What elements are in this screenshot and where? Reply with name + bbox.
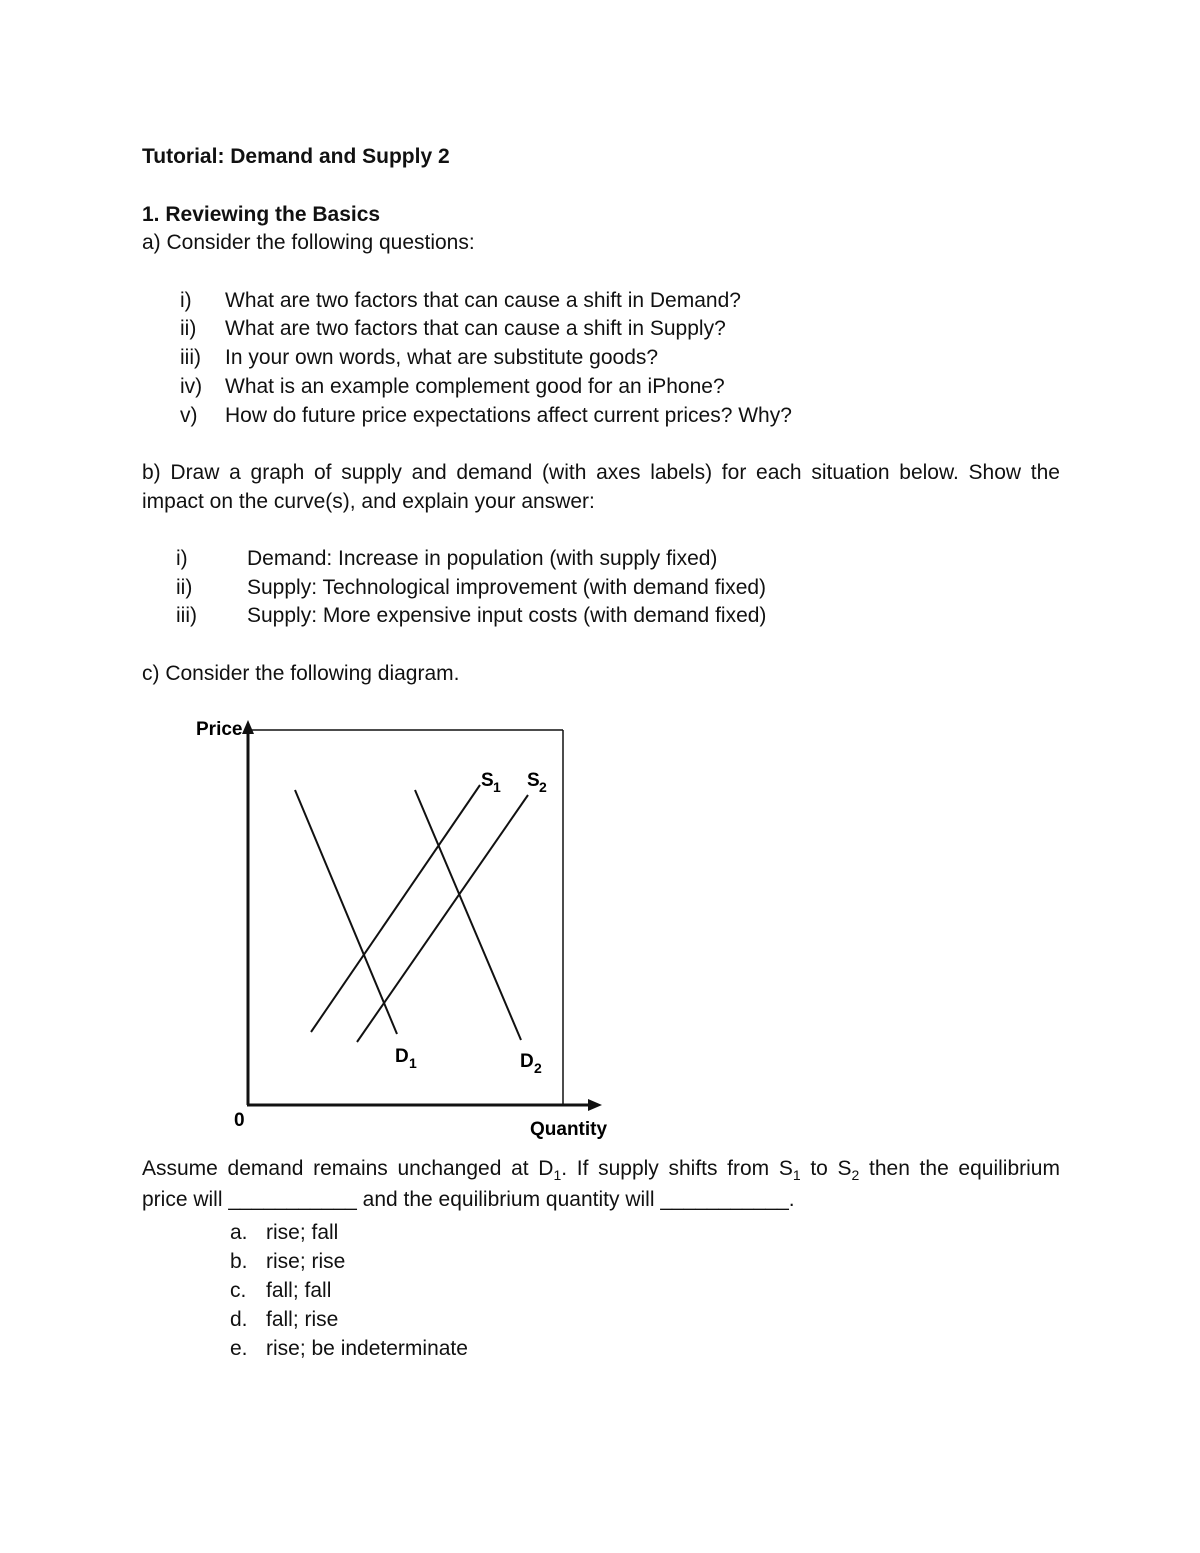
option-text: rise; be indeterminate bbox=[266, 1337, 468, 1360]
option-letter: c. bbox=[230, 1279, 247, 1302]
question-text: . If supply shifts from S bbox=[561, 1157, 793, 1180]
option-text: rise; fall bbox=[266, 1221, 339, 1244]
option-text: fall; rise bbox=[266, 1308, 339, 1331]
option-letter: e. bbox=[230, 1337, 248, 1360]
item-number: i) bbox=[176, 547, 188, 570]
section-heading: 1. Reviewing the Basics bbox=[142, 203, 381, 226]
item-number: iii) bbox=[180, 346, 201, 369]
supply-demand-diagram bbox=[190, 710, 620, 1150]
question-text: then the equilibrium bbox=[859, 1157, 1060, 1180]
subscript: 1 bbox=[553, 1167, 562, 1184]
part-c-intro: c) Consider the following diagram. bbox=[142, 662, 460, 685]
subscript: 2 bbox=[851, 1167, 860, 1184]
s2-letter: S bbox=[527, 770, 540, 791]
d1-label bbox=[395, 1046, 417, 1071]
item-text: In your own words, what are substitute goods? bbox=[225, 346, 659, 369]
item-text: How do future price expectations affect current prices? Why? bbox=[225, 404, 792, 427]
item-number: iii) bbox=[176, 604, 197, 627]
part-b-intro-line2: impact on the curve(s), and explain your answer: bbox=[142, 490, 595, 513]
option-letter: a. bbox=[230, 1221, 248, 1244]
item-number: ii) bbox=[180, 317, 197, 340]
y-axis-arrow bbox=[242, 720, 254, 734]
question-line2: price will ___________ and the equilibrium quantity will ___________. bbox=[142, 1188, 795, 1211]
d2-label bbox=[520, 1051, 542, 1076]
s2-curve bbox=[357, 795, 528, 1042]
option-letter: d. bbox=[230, 1308, 248, 1331]
question-line1 bbox=[142, 1157, 1060, 1187]
d1-letter: D bbox=[395, 1046, 409, 1067]
s1-label bbox=[481, 770, 501, 795]
question-text: Assume demand remains unchanged at D bbox=[142, 1157, 554, 1180]
d1-curve bbox=[295, 790, 397, 1034]
item-text: Demand: Increase in population (with supply fixed) bbox=[247, 547, 718, 570]
item-number: i) bbox=[180, 289, 192, 312]
item-text: What is an example complement good for an iPhone? bbox=[225, 375, 725, 398]
question-text: to S bbox=[800, 1157, 852, 1180]
s2-subscript: 2 bbox=[539, 779, 547, 795]
diagram-svg bbox=[190, 710, 620, 1150]
option-text: fall; fall bbox=[266, 1279, 332, 1302]
origin-label: 0 bbox=[234, 1110, 245, 1131]
x-axis-arrow bbox=[588, 1099, 602, 1111]
option-text: rise; rise bbox=[266, 1250, 346, 1273]
item-number: ii) bbox=[176, 576, 193, 599]
item-text: Supply: More expensive input costs (with demand fixed) bbox=[247, 604, 767, 627]
s1-subscript: 1 bbox=[493, 779, 501, 795]
s1-curve bbox=[311, 785, 480, 1032]
item-number: v) bbox=[180, 404, 198, 427]
d2-letter: D bbox=[520, 1051, 534, 1072]
d2-subscript: 2 bbox=[534, 1060, 542, 1076]
item-text: What are two factors that can cause a shift in Supply? bbox=[225, 317, 726, 340]
y-axis-label: Price bbox=[196, 719, 243, 740]
part-b-intro-line1: b) Draw a graph of supply and demand (with axes labels) for each situation below. Show the bbox=[142, 461, 1060, 484]
item-number: iv) bbox=[180, 375, 203, 398]
x-axis-label: Quantity bbox=[530, 1119, 608, 1140]
option-letter: b. bbox=[230, 1250, 248, 1273]
s2-label bbox=[527, 770, 547, 795]
d1-subscript: 1 bbox=[409, 1055, 417, 1071]
part-a-intro: a) Consider the following questions: bbox=[142, 231, 475, 254]
page-title: Tutorial: Demand and Supply 2 bbox=[142, 145, 450, 168]
item-text: What are two factors that can cause a shift in Demand? bbox=[225, 289, 741, 312]
subscript: 1 bbox=[792, 1167, 801, 1184]
s1-letter: S bbox=[481, 770, 494, 791]
item-text: Supply: Technological improvement (with demand fixed) bbox=[247, 576, 767, 599]
